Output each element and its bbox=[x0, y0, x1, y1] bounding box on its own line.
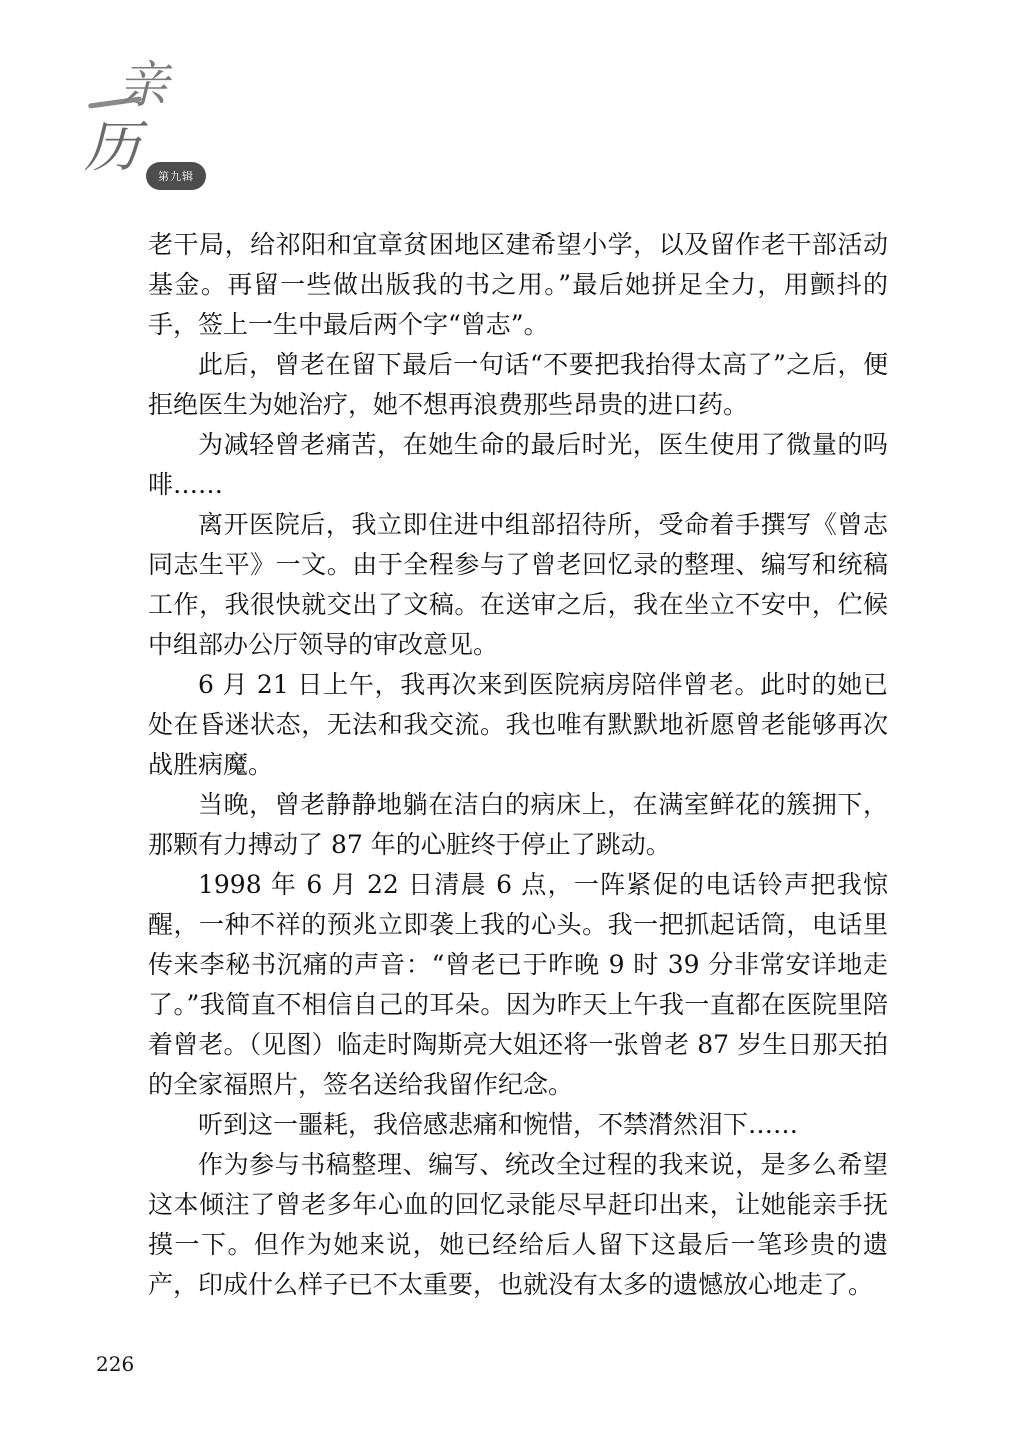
paragraph: 1998 年 6 月 22 日清晨 6 点，一阵紧促的电话铃声把我惊醒，一种不祥的预兆立即袭上我的心头。我一把抓起话筒，电话里传来李秘书沉痛的声音：“曾老已于昨晚 9 时 39 分非常安详地走了。”我简直不相信自己的耳朵。因为昨天上午我一直都在医院里陪着曾老。（见图）临走时陶斯亮大姐还将一张曾老 87 岁生日那天拍的全家福照片，签名送给我留作纪念。 bbox=[148, 870, 888, 1099]
paragraph: 为减轻曾老痛苦，在她生命的最后时光，医生使用了微量的吗啡…… bbox=[148, 430, 888, 499]
book-logo bbox=[70, 56, 194, 190]
logo-seal: 第九辑 bbox=[146, 162, 206, 190]
paragraph: 此后，曾老在留下最后一句话“不要把我抬得太高了”之后，便拒绝医生为她治疗，她不想再浪费那些昂贵的进口药。 bbox=[148, 350, 888, 419]
body-text bbox=[148, 225, 888, 1305]
page-number: 226 bbox=[96, 1352, 135, 1376]
paragraph: 听到这一噩耗，我倍感悲痛和惋惜，不禁潸然泪下…… bbox=[198, 1110, 799, 1139]
logo-char-1: 亲 bbox=[118, 56, 168, 114]
paragraph: 作为参与书稿整理、编写、统改全过程的我来说，是多么希望这本倾注了曾老多年心血的回忆录能尽早赶印出来，让她能亲手抚摸一下。但作为她来说，她已经给后人留下这最后一笔珍贵的遗产，印成什么样子已不太重要，也就没有太多的遗憾放心地走了。 bbox=[148, 1150, 888, 1299]
paragraph: 离开医院后，我立即住进中组部招待所，受命着手撰写《曾志同志生平》一文。由于全程参与了曾老回忆录的整理、编写和统稿工作，我很快就交出了文稿。在送审之后，我在坐立不安中，伫候中组部办公厅领导的审改意见。 bbox=[148, 510, 888, 659]
paragraph: 当晚，曾老静静地躺在洁白的病床上，在满室鲜花的簇拥下，那颗有力搏动了 87 年的心脏终于停止了跳动。 bbox=[148, 790, 888, 859]
paragraph: 6 月 21 日上午，我再次来到医院病房陪伴曾老。此时的她已处在昏迷状态，无法和我交流。我也唯有默默地祈愿曾老能够再次战胜病魔。 bbox=[148, 670, 888, 779]
paragraph: 老干局，给祁阳和宜章贫困地区建希望小学，以及留作老干部活动基金。再留一些做出版我的书之用。”最后她拼足全力，用颤抖的手，签上一生中最后两个字“曾志”。 bbox=[148, 230, 888, 339]
logo-char-2: 历 bbox=[84, 115, 140, 180]
